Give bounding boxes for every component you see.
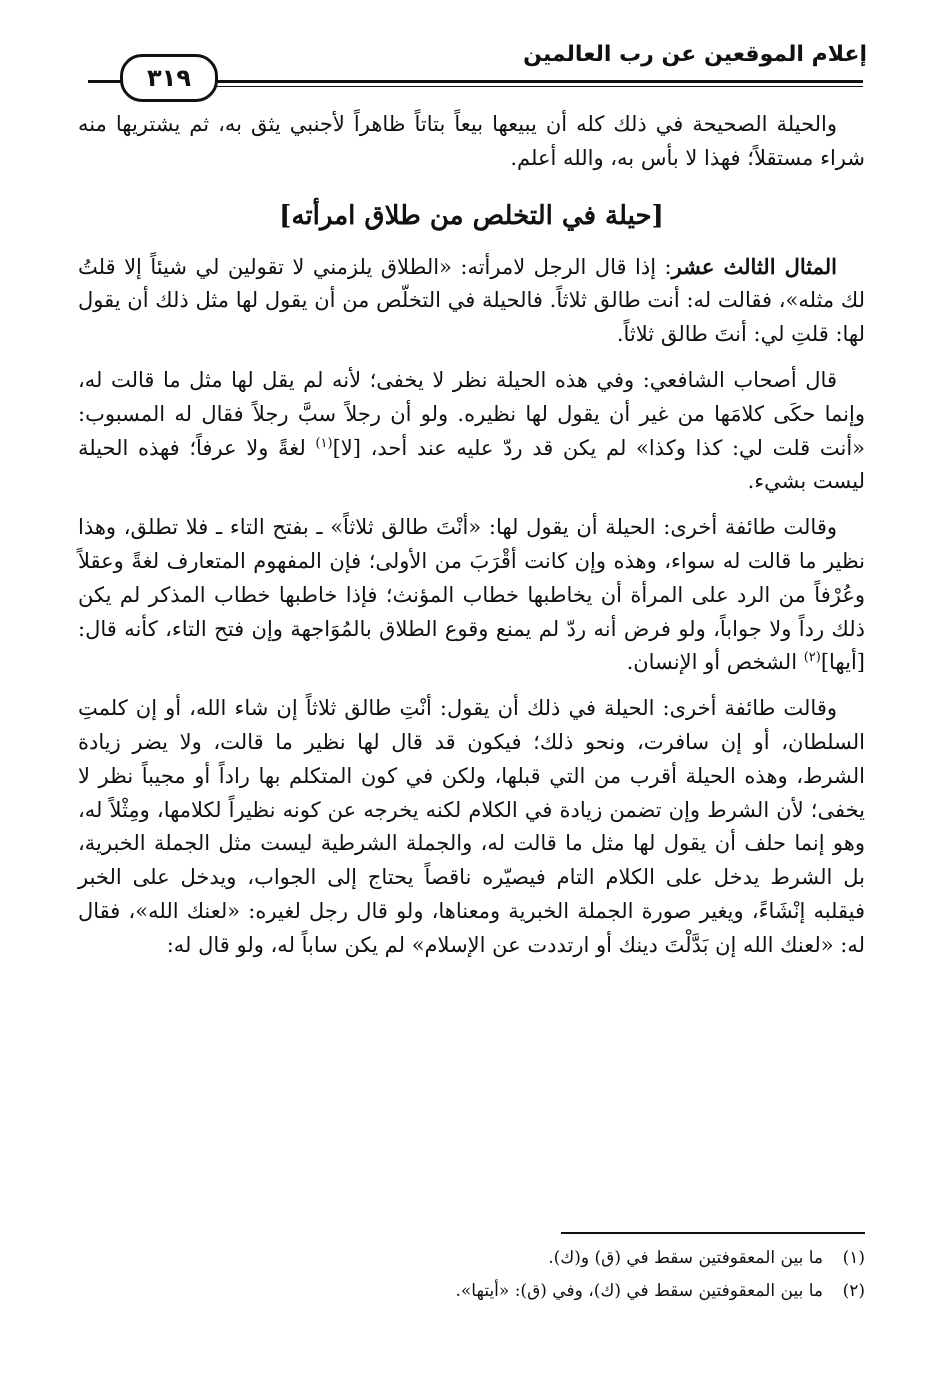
section-heading: [حيلة في التخلص من طلاق امرأته] [279, 200, 664, 231]
footnote-2 [78, 1275, 865, 1308]
footnotes [78, 1242, 865, 1308]
paragraph-1: والحيلة الصحيحة في ذلك كله أن يبيعها بيعاً بتاتاً ظاهراً لأجنبي يثق به، ثم يشتريها منه شراء مستقلاً؛ فهذا لا بأس به، والله أعلم. [78, 112, 865, 170]
paragraph-4-text-b: الشخص أو الإنسان. [626, 650, 804, 675]
page-number: ٣١٩ [120, 54, 218, 102]
example-label: المثال الثالث عشر [671, 253, 837, 279]
paragraph-4 [78, 511, 865, 680]
running-header-title: إعلام الموقعين عن رب العالمين [523, 42, 867, 67]
footnote-1 [78, 1242, 865, 1275]
footnote-number: (٢) [842, 1281, 865, 1301]
footnote-text: ما بين المعقوفتين سقط في (ق) و(ك). [548, 1248, 823, 1268]
paragraph-4-text-a: وقالت طائفة أخرى: الحيلة أن يقول لها: «أنْتَ طالق ثلاثاً» ـ بفتح التاء ـ فلا تطلق، وهذا نظير ما قالت له سواء، وهذه وإن كانت أقْرَبَ من الأولى؛ فإن المفهوم المتعارف لغةً وعقلاً وعُرْفاً من الرد على المرأة أن يخاطبها خطاب المؤنث؛ فإذا خاطبها خطاب المذكر لم يكن ذلك رداً ولا جواباً، ولو فرض أنه ردّ لم يمنع وقوع الطلاق بالمُوَاجهة وإن فتح التاء، كأنه قال: [أيها] [78, 515, 865, 675]
paragraph-2-text: : إذا قال الرجل لامرأته: «الطلاق يلزمني لا تقولين لي شيئاً إلا قلتُ لك مثله»، فقالت له: أنت طالق ثلاثاً. فالحيلة في التخلّص من أن يقول لها مثل ذلك أن يقول لها: قلتِ لي: أنتَ طالق ثلاثاً. [78, 254, 865, 347]
footnote-ref-1: (١) [315, 435, 333, 451]
header-rule-thin [210, 86, 863, 87]
paragraph-5: وقالت طائفة أخرى: الحيلة في ذلك أن يقول: أنْتِ طالق ثلاثاً إن شاء الله، أو إن كلمتِ السلطان، أو إن سافرت، ونحو ذلك؛ فيكون قد قال لها نظير ما قالت، ولا يضر زيادة الشرط، وهذه الحيلة أقرب من التي قبلها، ولكن في كون المتكلم بها راداً أو مجيباً نظر لا يخفى؛ لأن الشرط وإن تضمن زيادة في الكلام لكنه يخرجه عن كونه نظيراً لكلامها، ومِثْلاً له، وهو إنما حلف أن يقول لها مثل ما قالت له، والجملة الشرطية ليست مثل الجملة الخبرية، بل الشرط يدخل على الكلام التام فيصيّره ناقصاً يحتاج إلى الجواب، ويدخل على الخبر فيقلبه إنْشَاءً، ويغير صورة الجملة الخبرية ومعناها، ولو قال رجل لغيره: «لعنك الله»، فقال له: «لعنك الله إن بَدَّلْتَ دينك أو ارتددت عن الإسلام» لم يكن ساباً له، ولو قال له: [78, 696, 865, 957]
footnote-number: (١) [842, 1248, 865, 1268]
paragraph-3-text-a: قال أصحاب الشافعي: وفي هذه الحيلة نظر لا يخفى؛ لأنه لم يقل لها مثل ما قالت له، وإنما حكَى كلامَها من غير أن يقول لها نظيره. ولو أن رجلاً سبَّ رجلاً فقال له المسبوب: «أنت قلت لي: كذا وكذا» لم يكن قد ردّ عليه عند أحد، [لا] [78, 367, 865, 460]
paragraph-3 [78, 364, 865, 499]
paragraph-2 [78, 250, 865, 352]
main-text [78, 108, 865, 963]
footnote-text: ما بين المعقوفتين سقط في (ك)، وفي (ق): «أيتها». [455, 1281, 823, 1301]
paragraph-3-text-b: لغةً ولا عرفاً؛ فهذه الحيلة ليست بشيء. [78, 435, 865, 494]
footnote-ref-2: (٢) [803, 650, 821, 666]
footnote-rule [561, 1232, 865, 1234]
